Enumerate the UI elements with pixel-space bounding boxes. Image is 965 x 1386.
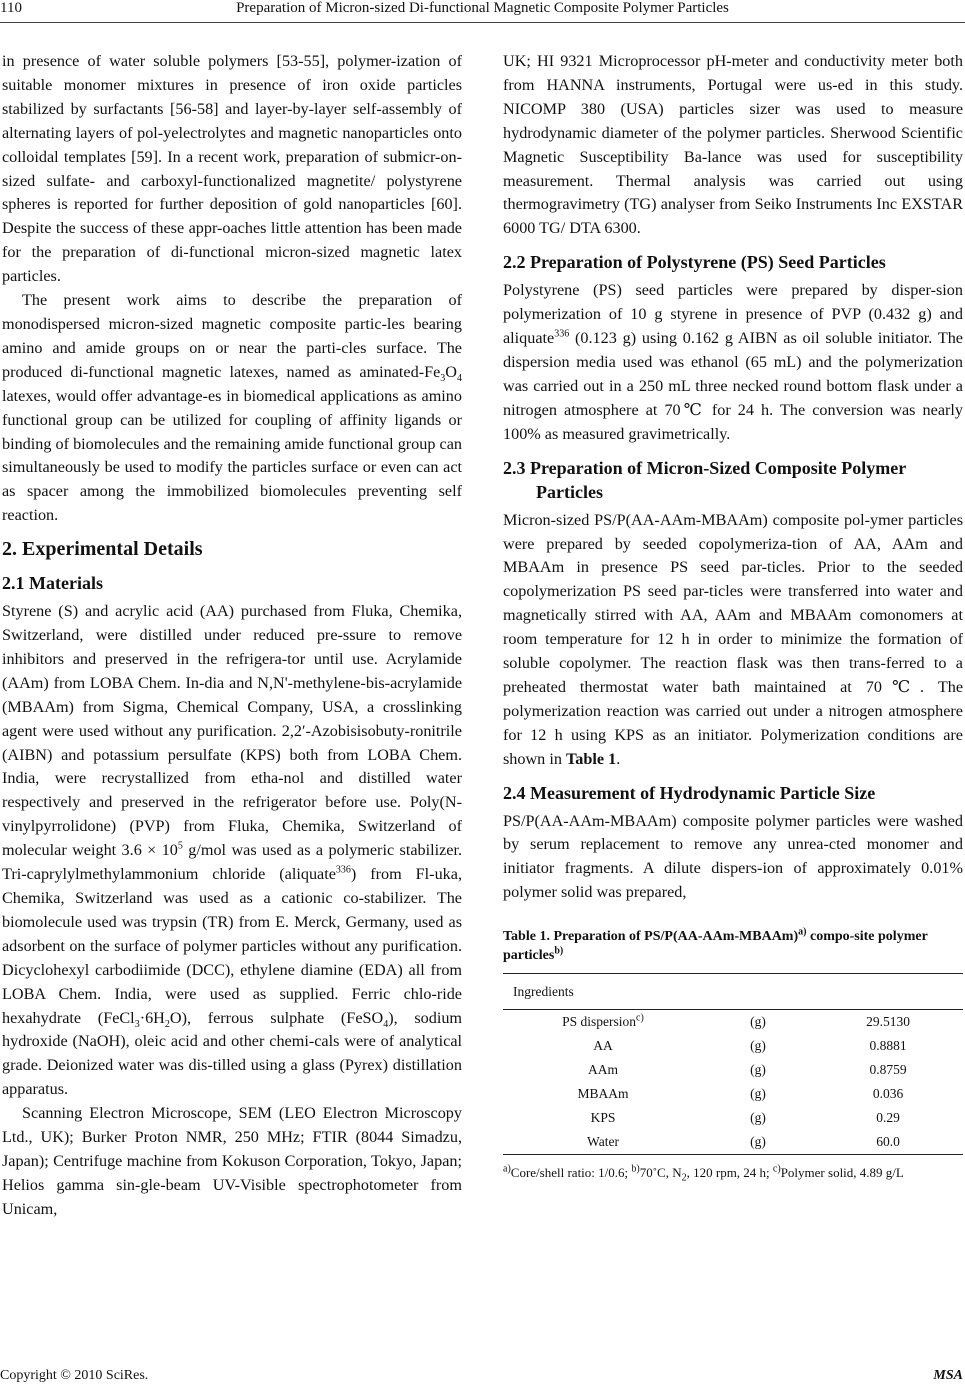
subsection-heading-ps-seed: 2.2 Preparation of Polystyrene (PS) Seed Particles — [503, 252, 886, 273]
ingredient-value: 0.8881 — [869, 1038, 907, 1054]
table-row — [503, 1130, 963, 1155]
table-footnote: $^{a)}$Core/shell ratio: 1/0.6; $^{b)}$70˚C, $N_2$, 120 rpm, 24 h; $^{c)}$Polymer solid, 4.89 g/L — [503, 1163, 904, 1184]
table-row — [503, 1106, 963, 1130]
page-header — [0, 0, 965, 22]
hydrodynamic-paragraph: PS/P(AA-AAm-MBAAm) composite polymer particles were washed by serum replacement to remove any unrea-cted monomer and initiator fragments. A dilute dispers-ion of approximately 0.01% polymer solid was prepared, — [503, 811, 963, 902]
ingredient-name: MBAAm — [577, 1086, 629, 1102]
table-row — [503, 1010, 963, 1035]
ingredient-value: 0.29 — [876, 1110, 900, 1126]
subsection-heading-hydrodynamic: 2.4 Measurement of Hydrodynamic Particle Size — [503, 782, 876, 803]
table-header-row — [503, 974, 963, 1010]
ingredient-unit: (g) — [750, 1062, 766, 1078]
ingredient-name: KPS — [590, 1110, 616, 1126]
table-header-ingredients: Ingredients — [503, 974, 963, 1010]
intro-paragraph-2: The present work aims to describe the preparation of monodispersed micron-sized magnetic composite partic-les bearing amino and amide groups on or near the parti-cles surface. The produced di-functional magnetic latexes, named as aminated-$Fe_3O_4$ latexes, would offer advantage-es in biomedical applications as amino functional group can be utilized for coupling of affinity ligands or binding of biomolecules and the remaining amide functional group can simultaneously be used to modify the particles surface or even can act as spacer among the immobilized biomolecules preventing self reaction. — [2, 291, 462, 525]
header-rule — [0, 22, 965, 23]
left-column — [2, 50, 462, 1222]
table-row — [503, 1082, 963, 1106]
materials-paragraph: Styrene (S) and acrylic acid (AA) purchased from Fluka, Chemika, Switzerland, were distilled under reduced pre-ssure to remove inhibitors and preserved in the refrigera-tor until use. Acrylamide (AAm) from LOBA Chem. In-dia and N,N'-methylene-bis-acrylamide (MBAAm) from Sigma, Chemical Company, USA, a crosslinking agent were used without any purification. 2,2′-Azobisisobuty-ronitrile (AIBN) and potassium persulfate (KPS) both from LOBA Chem. India, were recrystallized from etha-nol and distilled water respectively and preserved in the refrigerator before use. Poly(N-vinylpyrrolidone) (PVP) from Fluka, Chemika, Switzerland of molecular weight $3.6 \times 10^5$ g/mol was used as a polymeric stabilizer. Tri-caprylylmethylammonium chloride (aliquate$^{336}$) from Fl-uka, Chemika, Switzerland was used as a cationic co-stabilizer. The biomolecule used was trypsin (TR) from E. Merck, Germany, used as adsorbent on the surface of polymer particles without any purification. Dicyclohexyl carbodiimide (DCC), ethylene diamine (EDA) all from LOBA Chem. India, were used as supplied. Ferric chlo-ride hexahydrate $(FeCl_3\cdot 6H_2O)$, ferrous sulphate (FeSO$_4$), sodium hydroxide (NaOH), oleic acid and other chemi-cals were of analytical grade. Deionized water was dis-tilled using a glass (Pyrex) distillation apparatus. — [2, 602, 463, 1099]
right-column — [503, 50, 963, 1182]
ingredient-unit: (g) — [750, 1086, 766, 1102]
table-reference-link[interactable]: Table 1 — [565, 749, 617, 768]
composite-paragraph: Micron-sized PS/P(AA-AAm-MBAAm) composite pol-ymer particles were prepared by seeded copolymeriza-tion of AA, AAm and MBAAm in presence PS seed par-ticles. Prior to the seeded copolymerization PS seed par-ticles were transferred into water and magnetically stirred with AA, AAm and MBAAm comonomers at room temperature for 12 h in order to minimize the formation of soluble copolymer. The reaction flask was then trans-ferred to a preheated thermostat water bath maintained at 70℃. The polymerization reaction was carried out under a nitrogen atmosphere for 12 h using KPS as an initiator. Polymerization conditions are shown in Table 1. — [503, 510, 963, 768]
ps-seed-paragraph: Polystyrene (PS) seed particles were prepared by disper-sion polymerization of 10 g styrene in presence of PVP (0.432 g) and aliquate$^{336}$ (0.123 g) using 0.162 g AIBN as oil soluble initiator. The dispersion media used was ethanol (65 mL) and the polymerization was carried out in a 250 mL three necked round bottom flask under a nitrogen atmosphere at 70℃ for 24 h. The conversion was nearly 100% as measured gravimetrically. — [503, 281, 963, 443]
ingredients-table — [503, 973, 963, 1155]
intro-paragraph-1: in presence of water soluble polymers [53-55], polymer-ization of suitable monomer mixtures in presence of iron oxide particles stabilized by surfactants [56-58] and layer-by-layer self-assembly of alternating layers of pol-yelectrolytes and magnetic nanoparticles onto colloidal templates [59]. In a recent work, preparation of submicr-on-sized sulfate- and carboxyl-functionalized magnetite/ polystyrene spheres is reported for further deposition of gold nanoparticles [60]. Despite the success of these appr-oaches little attention has been made for the preparation of di-functional micron-sized magnetic latex particles. — [2, 52, 462, 286]
ingredient-value: 29.5130 — [866, 1014, 910, 1030]
ingredient-unit: (g) — [750, 1038, 766, 1054]
ingredient-unit: (g) — [750, 1110, 766, 1126]
table-caption: Table 1. Preparation of PS/P(AA-AAm-MBAAm)$^{a)}$ compo-site polymer particles$^{b)}$ — [503, 926, 928, 964]
page-number: 110 — [0, 0, 22, 16]
running-title: Preparation of Micron-sized Di-functional Magnetic Composite Polymer Particles — [236, 0, 729, 16]
section-heading-experimental: 2. Experimental Details — [2, 538, 203, 561]
table-row — [503, 1034, 963, 1058]
subsection-heading-composite: 2.3 Preparation of Micron-Sized Composite Polymer Particles — [503, 457, 906, 502]
instruments-paragraph-cont: UK; HI 9321 Microprocessor pH-meter and conductivity meter both from HANNA instruments, Portugal were us-ed in this study. NICOMP 380 (USA) particles sizer was used to measure hydrodynamic diameter of the polymer particles. Sherwood Scientific Magnetic Susceptibility Ba-lance was used for susceptibility measurement. Thermal analysis was carried out using thermogravimetry (TG) analyser from Seiko Instruments Inc EXSTAR 6000 TG/ DTA 6300. — [503, 52, 963, 238]
journal-abbreviation: MSA — [933, 1368, 963, 1383]
ingredient-name: Water — [503, 1130, 703, 1155]
ingredient-unit: (g) — [703, 1130, 813, 1155]
ingredient-name: AA — [593, 1038, 613, 1054]
ingredient-value: 0.036 — [872, 1086, 904, 1102]
subsection-heading-materials: 2.1 Materials — [2, 573, 103, 594]
instruments-paragraph: Scanning Electron Microscope, SEM (LEO Electron Microscopy Ltd., UK); Burker Proton NMR, 250 MHz; FTIR (8044 Simadzu, Japan); Centrifuge machine from Kokuson Corporation, Tokyo, Japan; Helios gamma sin-gle-beam UV-Visible spectrophotometer from Unicam, — [2, 1104, 462, 1218]
ingredient-value: 60.0 — [813, 1130, 963, 1155]
ingredient-value: 0.8759 — [869, 1062, 907, 1078]
ingredient-unit: (g) — [750, 1014, 766, 1030]
copyright-notice: Copyright © 2010 SciRes. — [0, 1368, 149, 1383]
ingredient-name: AAm — [588, 1062, 618, 1078]
ingredient-name: PS dispersion$^{c)}$ — [562, 1012, 644, 1030]
table-row — [503, 1058, 963, 1082]
